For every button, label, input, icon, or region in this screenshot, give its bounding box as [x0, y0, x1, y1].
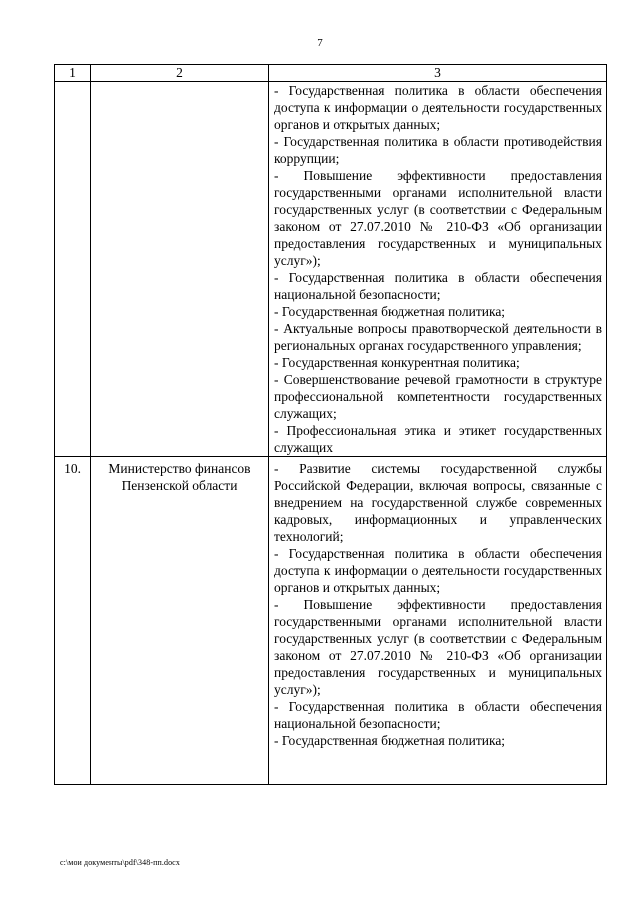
page-number: 7 — [317, 37, 323, 49]
header-col-2: 2 — [91, 65, 269, 82]
topic-item: - Повышение эффективности предоставления государственными органами исполнительной власти государственных услуг (в соответствии с Федеральным законом от 27.07.2010 № 210-ФЗ «Об организации предоставления государственных и муниципальных услуг»); — [274, 168, 602, 268]
topic-item: - Государственная политика в области обеспечения национальной безопасности; — [274, 699, 602, 731]
row-number: 10. — [55, 457, 91, 785]
file-path-footer: c:\мои документы\pdf\348-пп.docx — [60, 858, 180, 867]
topic-item: - Государственная конкурентная политика; — [274, 355, 520, 370]
topics-cell — [269, 457, 607, 785]
topic-item: - Государственная политика в области обеспечения национальной безопасности; — [274, 270, 602, 302]
header-col-1: 1 — [55, 65, 91, 82]
topic-item: - Государственная бюджетная политика; — [274, 733, 506, 748]
topic-item: - Повышение эффективности предоставления государственными органами исполнительной власти государственных услуг (в соответствии с Федеральным законом от 27.07.2010 № 210-ФЗ «Об организации предоставления государственных и муниципальных услуг»); — [274, 597, 602, 697]
table-row — [55, 457, 607, 785]
topic-item: - Актуальные вопросы правотворческой деятельности в региональных органах государственного управления; — [274, 321, 602, 353]
table-row — [55, 82, 607, 457]
topic-item: - Государственная политика в области противодействия коррупции; — [274, 134, 602, 166]
topic-item: - Государственная политика в области обеспечения доступа к информации о деятельности государственных органов и открытых данных; — [274, 546, 602, 595]
header-col-3: 3 — [269, 65, 607, 82]
topic-item: - Государственная бюджетная политика; — [274, 304, 506, 319]
organization-name: Министерство финансов Пензенской области — [91, 457, 269, 785]
topics-cell — [269, 82, 607, 457]
table-header-row — [55, 65, 607, 82]
topic-item: - Государственная политика в области обеспечения доступа к информации о деятельности государственных органов и открытых данных; — [274, 83, 602, 132]
row-number — [55, 82, 91, 457]
topic-item: - Совершенствование речевой грамотности в структуре профессиональной компетентности государственных служащих; — [274, 372, 602, 421]
topic-item: - Развитие системы государственной службы Российской Федерации, включая вопросы, связанные с внедрением на государственной службе современных кадровых, информационных и управленческих технологий; — [274, 461, 602, 544]
topic-item: - Профессиональная этика и этикет государственных служащих — [274, 423, 602, 455]
training-topics-table — [54, 64, 607, 785]
organization-name — [91, 82, 269, 457]
